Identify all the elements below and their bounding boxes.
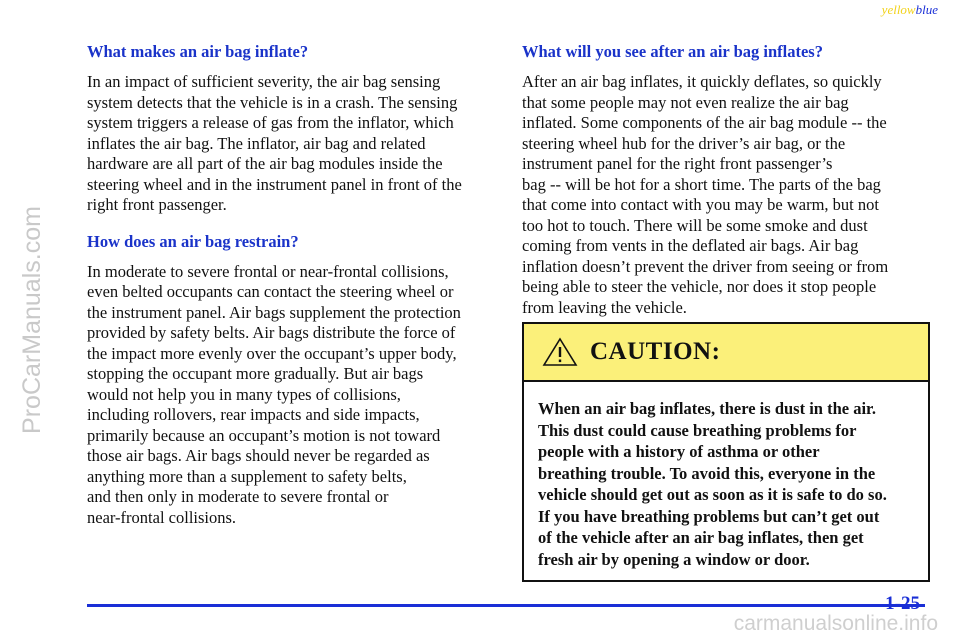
- text-line: near-frontal collisions.: [87, 507, 237, 527]
- section-heading-inflate: What makes an air bag inflate?: [87, 42, 309, 61]
- text-line: inflation doesn’t prevent the driver from seeing or from: [522, 256, 889, 276]
- footer-rule: [87, 604, 925, 607]
- caution-title: CAUTION:: [590, 338, 721, 365]
- text-line: This dust could cause breathing problems for: [538, 420, 857, 440]
- text-line: steering wheel hub for the driver’s air bag, or the: [522, 133, 846, 153]
- text-line: that come into contact with you may be warm, but not: [522, 195, 879, 214]
- text-line: bag -- will be hot for a short time. The parts of the bag: [522, 174, 881, 194]
- text-line: After an air bag inflates, it quickly deflates, so quickly: [522, 72, 882, 91]
- text-line: fresh air by opening a window or door.: [538, 549, 810, 569]
- bottom-watermark: carmanualsonline.info: [733, 612, 938, 635]
- text-line: inflated. Some components of the air bag module -- the: [522, 113, 887, 132]
- text-line: provided by safety belts. Air bags distribute the force of: [87, 323, 456, 342]
- text-line: system detects that the vehicle is in a crash. The sensing: [87, 92, 458, 112]
- text-line: If you have breathing problems but can’t get out: [538, 506, 880, 526]
- text-line: anything more than a supplement to safety belts,: [87, 466, 407, 486]
- text-line: the instrument panel. Air bags supplement the protection: [87, 302, 461, 322]
- color-tag: [882, 2, 938, 18]
- caution-box: [522, 322, 930, 582]
- text-line: hardware are all part of the air bag modules inside the: [87, 154, 443, 173]
- left-column: [87, 42, 492, 544]
- color-tag-yellow: yellow: [881, 2, 916, 17]
- section-heading-restrain: How does an air bag restrain?: [87, 231, 299, 251]
- paragraph-after-inflation: [522, 72, 928, 318]
- text-line: In an impact of sufficient severity, the air bag sensing: [87, 72, 441, 91]
- text-line: stopping the occupant more gradually. But air bags: [87, 364, 424, 383]
- paragraph-inflate: [87, 72, 492, 216]
- right-column: [522, 42, 928, 334]
- text-line: right front passenger.: [87, 195, 227, 214]
- text-line: coming from vents in the deflated air bags. Air bag: [522, 236, 859, 255]
- text-line: even belted occupants can contact the steering wheel or: [87, 282, 454, 301]
- text-line: would not help you in many types of collisions,: [87, 384, 401, 404]
- text-line: inflates the air bag. The inflator, air bag and related: [87, 133, 426, 153]
- text-line: In moderate to severe frontal or near-frontal collisions,: [87, 261, 449, 281]
- text-line: primarily because an occupant’s motion is not toward: [87, 425, 441, 445]
- side-watermark: ProCarManuals.com: [18, 206, 46, 434]
- text-line: people with a history of asthma or other: [538, 442, 820, 461]
- text-line: instrument panel for the right front passenger’s: [522, 154, 833, 173]
- text-line: those air bags. Air bags should never be regarded as: [87, 446, 430, 465]
- text-line: of the vehicle after an air bag inflates, then get: [538, 528, 864, 547]
- text-line: that some people may not even realize the air bag: [522, 92, 849, 112]
- text-line: vehicle should get out as soon as it is safe to do so.: [538, 485, 887, 504]
- text-line: steering wheel and in the instrument panel in front of the: [87, 174, 462, 194]
- warning-triangle-icon: [542, 337, 578, 367]
- color-tag-blue: blue: [915, 2, 938, 17]
- text-line: including rollovers, rear impacts and side impacts,: [87, 405, 420, 424]
- caution-text: [524, 382, 928, 570]
- text-line: too hot to touch. There will be some smoke and dust: [522, 215, 868, 235]
- text-line: the impact more evenly over the occupant’s upper body,: [87, 343, 457, 363]
- text-line: being able to steer the vehicle, nor does it stop people: [522, 277, 877, 296]
- caution-header: [524, 324, 928, 382]
- text-line: and then only in moderate to severe frontal or: [87, 487, 389, 506]
- text-line: system triggers a release of gas from the inflator, which: [87, 113, 454, 132]
- page-number: 1-25: [885, 593, 920, 614]
- text-line: breathing trouble. To avoid this, everyone in the: [538, 463, 876, 483]
- section-heading-after-inflation: What will you see after an air bag inflates?: [522, 42, 823, 61]
- paragraph-restrain: [87, 262, 492, 529]
- text-line: from leaving the vehicle.: [522, 297, 687, 317]
- text-line: When an air bag inflates, there is dust in the air.: [538, 399, 876, 418]
